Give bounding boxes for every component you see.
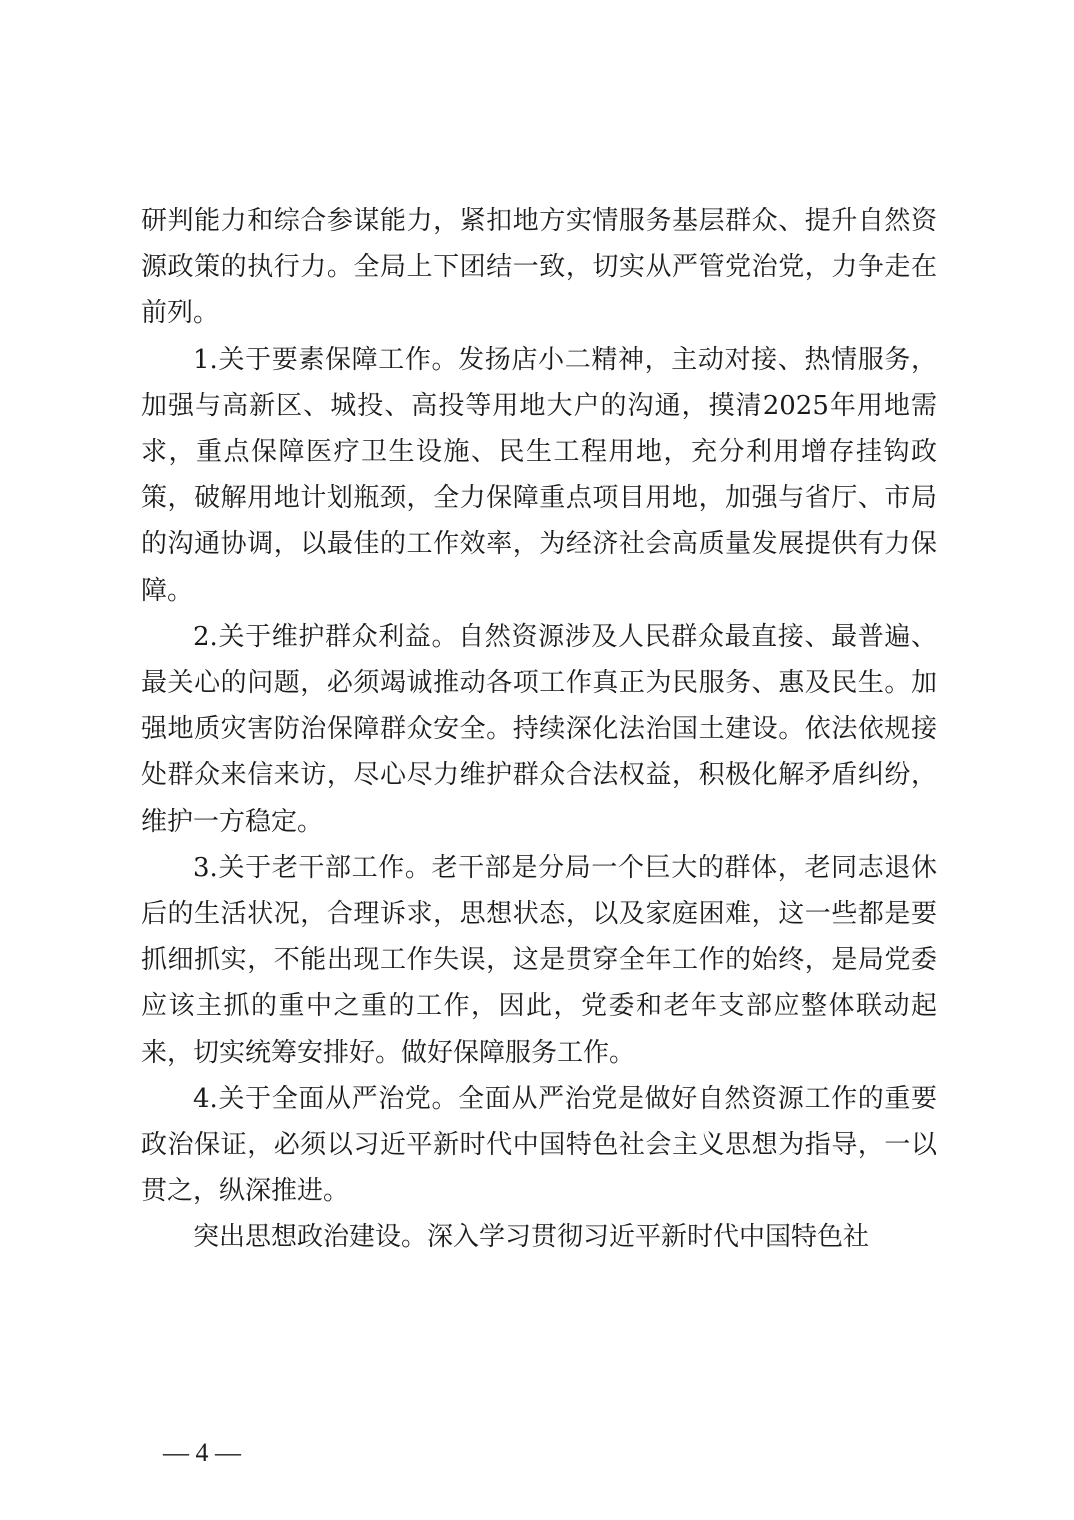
paragraph-public-interest: 2.关于维护群众利益。自然资源涉及人民群众最直接、最普遍、最关心的问题，必须竭诚推动各项工作真正为民服务、惠及民生。加强地质灾害防治保障群众安全。持续深化法治国土建设。依法依规接处群众来信来访，尽心尽力维护群众合法权益，积极化解矛盾纠纷，维护一方稳定。 [141, 621, 937, 837]
paragraph-veteran-cadres: 3.关于老干部工作。老干部是分局一个巨大的群体，老同志退休后的生活状况，合理诉求，思想状态，以及家庭困难，这一些都是要抓细抓实，不能出现工作失误，这是贯穿全年工作的始终，是局党委应该主抓的重中之重的工作，因此，党委和老年支部应整体联动起来，切实统筹安排好。做好保障服务工作。 [141, 852, 937, 1068]
body-text [141, 198, 937, 1261]
paragraph-factor-guarantee: 1.关于要素保障工作。发扬店小二精神，主动对接、热情服务，加强与高新区、城投、高投等用地大户的沟通，摸清2025年用地需求，重点保障医疗卫生设施、民生工程用地，充分利用增存挂钩政策，破解用地计划瓶颈，全力保障重点项目用地，加强与省厅、市局的沟通协调，以最佳的工作效率，为经济社会高质量发展提供有力保障。 [141, 344, 937, 606]
paragraph-party-governance: 4.关于全面从严治党。全面从严治党是做好自然资源工作的重要政治保证，必须以习近平新时代中国特色社会主义思想为指导，一以贯之，纵深推进。 [141, 1083, 937, 1207]
paragraph-continuation: 研判能力和综合参谋能力，紧扣地方实情服务基层群众、提升自然资源政策的执行力。全局上下团结一致，切实从严管党治党，力争走在前列。 [141, 206, 937, 329]
paragraph-political-building: 突出思想政治建设。深入学习贯彻习近平新时代中国特色社 [193, 1222, 870, 1253]
page-number: — 4 — [163, 1438, 241, 1467]
